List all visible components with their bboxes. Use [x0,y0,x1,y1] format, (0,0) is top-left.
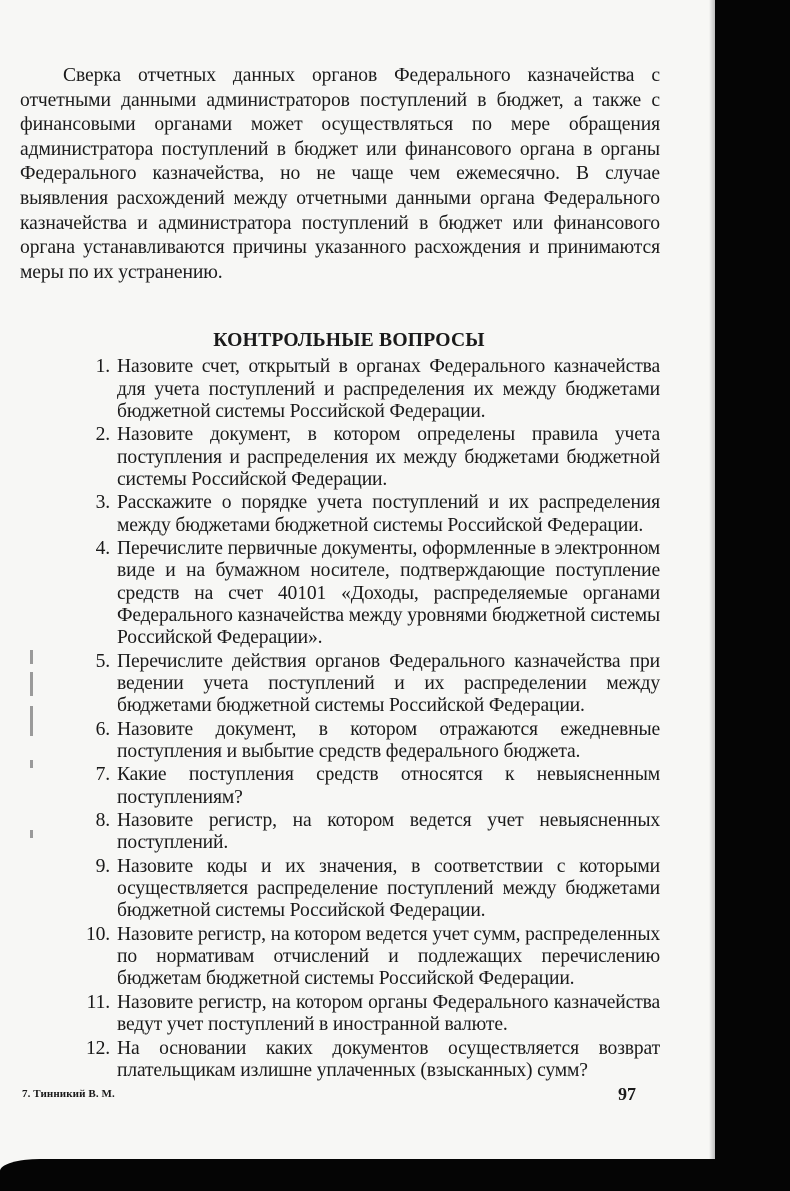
question-number: 10. [85,923,110,945]
question-text: Назовите регистр, на котором ведется учет сумм, распределенных по нормативам отчислений и подлежащих перечислению бюджетам бюджетной системы Российской Федерации. [117,923,660,990]
question-number: 12. [85,1037,110,1059]
question-item [20,764,660,808]
question-number: 1. [95,356,110,378]
scan-edge-right [715,0,790,1191]
question-number: 7. [95,764,110,786]
body-paragraph: Сверка отчетных данных органов Федерального казначейства с отчетными данными администраторов поступлений в бюджет, а также с финансовыми органами может осуществляться по мере обращения администратора поступлений в бюджет или финансового органа в органы Федерального казначейства, но не чаще чем ежемесячно. В случае выявления расхождений между отчетными данными органа Федерального казначейства и администратора поступлений в бюджет или финансового органа устанавливаются причины указанного расхождения и принимаются меры по их устранению. [20,65,660,283]
question-text: На основании каких документов осуществляется возврат плательщикам излишне уплаченных (взысканных) сумм? [117,1037,660,1081]
question-text: Перечислите действия органов Федерального казначейства при ведении учета поступлений и их распределении между бюджетами бюджетной системы Российской Федерации. [117,650,660,716]
question-number: 2. [95,424,110,446]
question-item [20,492,660,536]
page-text [20,64,660,1084]
question-text: Назовите документ, в котором отражаются ежедневные поступления и выбытие средств федерального бюджета. [117,718,660,762]
footer-author: 7. Тинникий В. М. [22,1088,115,1100]
question-text: Назовите регистр, на котором органы Федерального казначейства ведут учет поступлений в иностранной валюте. [117,991,660,1036]
question-text: Назовите документ, в котором определены правила учета поступления и распределения их между бюджетами бюджетной системы Российской Федерации. [117,424,660,490]
question-number: 6. [95,718,110,740]
question-item [20,538,660,649]
question-number: 11. [86,991,110,1013]
question-item [20,810,660,854]
question-item [20,356,660,423]
question-item [20,924,660,991]
question-text: Какие поступления средств относятся к невыясненным поступлениям? [117,764,660,808]
question-text: Назовите коды и их значения, в соответствии с которыми осуществляется распределение поступлений между бюджетами бюджетной системы Российской Федерации. [117,855,660,922]
question-item [20,719,660,763]
question-item [20,992,660,1036]
question-text: Назовите регистр, на котором ведется учет невыясненных поступлений. [117,810,660,854]
scan-edge-bottom [0,1159,790,1191]
section-heading: КОНТРОЛЬНЫЕ ВОПРОСЫ [213,330,485,352]
question-item [20,1038,660,1082]
question-number: 5. [95,650,110,672]
question-number: 4. [95,538,110,560]
question-number: 9. [95,855,110,877]
question-item [20,651,660,718]
question-text: Перечислите первичные документы, оформленные в электронном виде и на бумажном носителе, подтверждающие поступление средств на счет 40101 «Доходы, распределяемые органами Федерального казначейства между уровнями бюджетной системы Российской Федерации». [117,538,660,648]
question-text: Назовите счет, открытый в органах Федерального казначейства для учета поступлений и распределения их между бюджетами бюджетной системы Российской Федерации. [117,356,660,422]
question-item [20,856,660,923]
question-number: 8. [95,810,110,832]
question-item [20,424,660,491]
page-number: 97 [618,1084,636,1104]
questions-list [20,356,660,1082]
question-number: 3. [95,492,110,514]
question-text: Расскажите о порядке учета поступлений и их распределения между бюджетами бюджетной системы Российской Федерации. [117,492,660,536]
